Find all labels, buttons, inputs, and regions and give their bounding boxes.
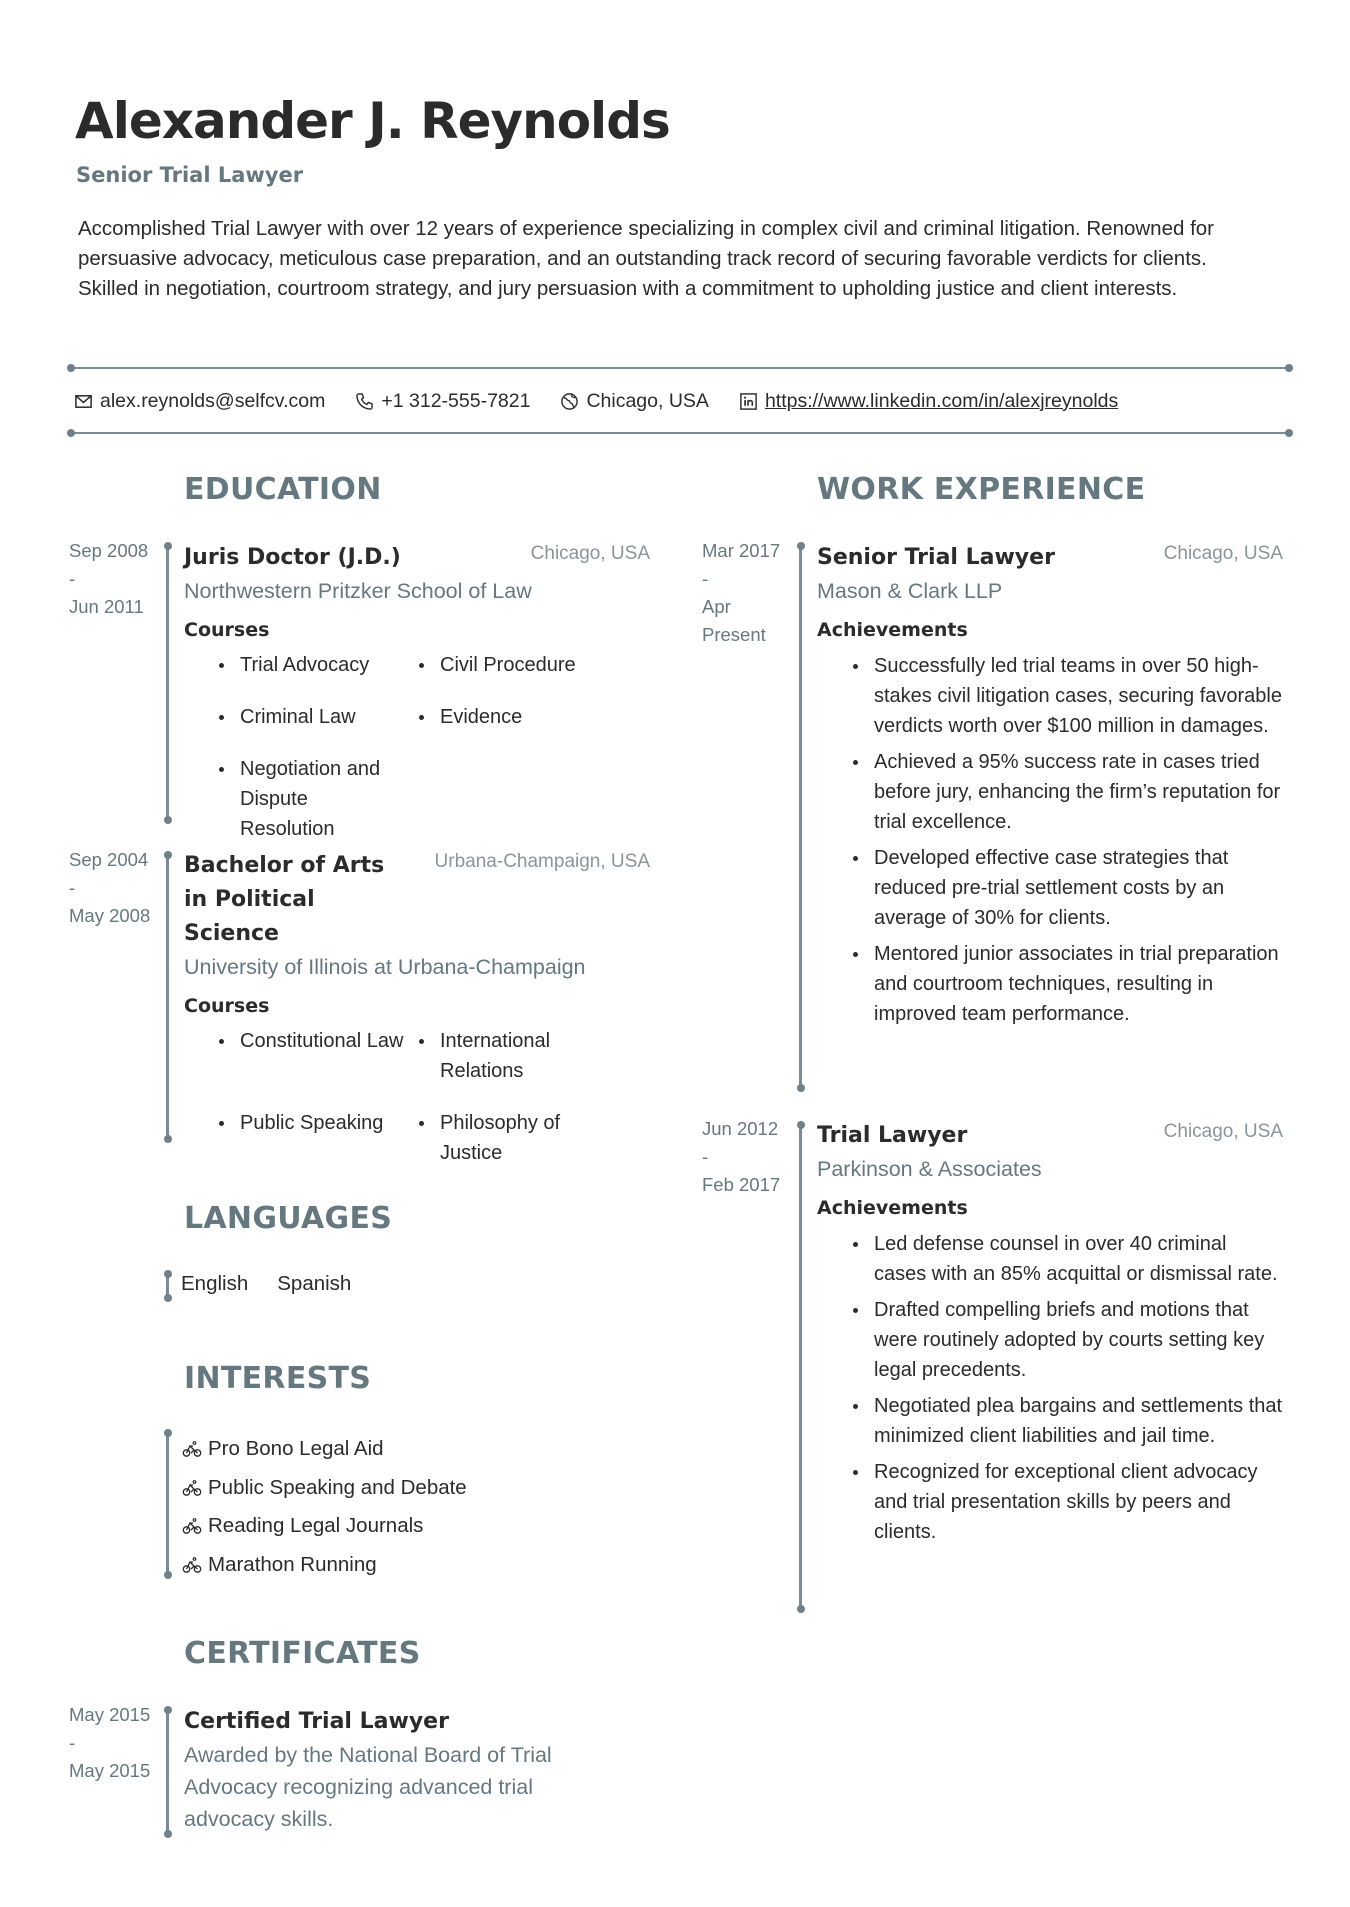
interests-list — [182, 1430, 467, 1584]
interests-heading: INTERESTS — [184, 1361, 372, 1396]
date-separator: - — [69, 568, 76, 589]
work-1-timeline — [799, 545, 802, 1089]
date-end: May 2015 — [69, 1760, 151, 1781]
work-1-date — [702, 537, 812, 649]
achievement-item: Achieved a 95% success rate in cases tried before jury, enhancing the firm’s reputation for trial excellence. — [817, 747, 1283, 837]
candidate-title: Senior Trial Lawyer — [76, 163, 304, 187]
course-item: Civil Procedure — [406, 650, 606, 680]
course-item: Evidence — [406, 702, 606, 732]
company-name: Mason & Clark LLP — [817, 579, 1003, 603]
date-separator: - — [702, 1146, 709, 1167]
interests-timeline — [166, 1432, 169, 1576]
date-end: Feb 2017 — [702, 1174, 781, 1195]
summary: Accomplished Trial Lawyer with over 12 years of experience specializing in complex civil and criminal litigation. Renowned for persuasive advocacy, meticulous case preparation, and an outstanding track record of securing favorable verdicts for clients. Skilled in negotiation, courtroom strategy, and jury persuasion with a commitment to upholding justice and client interests. — [78, 217, 1214, 300]
date-start: Sep 2008 — [69, 540, 149, 561]
education-1-date — [69, 537, 179, 621]
achievement-item: Led defense counsel in over 40 criminal cases with an 85% acquittal or dismissal rate. — [817, 1229, 1283, 1289]
date-end: Jun 2011 — [69, 596, 144, 617]
date-end: May 2008 — [69, 905, 151, 926]
achievements-label: Achievements — [817, 1197, 968, 1219]
contact-location-text: Chicago, USA — [586, 389, 709, 412]
certificate-1-timeline — [166, 1709, 169, 1835]
education-entry-1 — [184, 541, 650, 844]
courses-list — [184, 650, 650, 844]
interest-item — [182, 1430, 467, 1469]
certificates-heading: CERTIFICATES — [184, 1636, 421, 1671]
date-separator: - — [702, 568, 709, 589]
linkedin-icon — [739, 392, 758, 411]
course-item: Criminal Law — [184, 702, 406, 732]
achievement-item: Developed effective case strategies that reduced pre-trial settlement costs by an average of 30% for clients. — [817, 843, 1283, 933]
work-2-timeline — [799, 1124, 802, 1610]
education-entry-2 — [184, 849, 650, 1168]
job-location: Chicago, USA — [1163, 543, 1283, 564]
course-item: Trial Advocacy — [184, 650, 406, 680]
contact-phone-text: +1 312-555-7821 — [381, 389, 531, 412]
company-name: Parkinson & Associates — [817, 1157, 1042, 1181]
education-1-timeline — [166, 545, 169, 821]
job-title: Trial Lawyer — [817, 1123, 968, 1148]
languages-timeline — [166, 1273, 169, 1299]
achievements-label: Achievements — [817, 619, 968, 641]
certificate-title: Certified Trial Lawyer — [184, 1709, 449, 1734]
phone-icon — [355, 392, 374, 411]
globe-icon — [560, 392, 579, 411]
date-start: Sep 2004 — [69, 849, 149, 870]
divider-top — [70, 367, 1290, 369]
achievement-item: Drafted compelling briefs and motions that were routinely adopted by courts setting key legal precedents. — [817, 1295, 1283, 1385]
achievement-item: Mentored junior associates in trial preparation and courtroom techniques, resulting in improved team performance. — [817, 939, 1283, 1029]
languages-heading: LANGUAGES — [184, 1201, 393, 1236]
job-location: Chicago, USA — [1163, 1121, 1283, 1142]
school-name: Northwestern Pritzker School of Law — [184, 579, 532, 603]
degree-title: Bachelor of Arts in Political Science — [184, 853, 385, 946]
date-start: May 2015 — [69, 1704, 151, 1725]
course-item: Philosophy of Justice — [406, 1108, 606, 1168]
contact-email-text: alex.reynolds@selfcv.com — [100, 389, 326, 412]
course-item: Public Speaking — [184, 1108, 406, 1168]
work-heading: WORK EXPERIENCE — [817, 472, 1146, 507]
candidate-name: Alexander J. Reynolds — [75, 92, 670, 150]
bicycle-icon — [182, 1439, 202, 1459]
education-2-date — [69, 846, 179, 930]
courses-list — [184, 1026, 650, 1168]
date-separator: - — [69, 877, 76, 898]
date-end: Present — [702, 624, 766, 645]
job-title: Senior Trial Lawyer — [817, 545, 1055, 570]
work-2-date — [702, 1115, 812, 1199]
degree-title: Juris Doctor (J.D.) — [184, 545, 401, 570]
achievement-item: Recognized for exceptional client advocacy and trial presentation skills by peers and clients. — [817, 1457, 1283, 1547]
bicycle-icon — [182, 1478, 202, 1498]
contact-phone[interactable] — [355, 390, 530, 413]
interest-label: Pro Bono Legal Aid — [208, 1437, 384, 1461]
courses-label: Courses — [184, 619, 270, 641]
school-name: University of Illinois at Urbana-Champaign — [184, 955, 586, 979]
interest-label: Marathon Running — [208, 1552, 377, 1576]
interest-label: Public Speaking and Debate — [208, 1475, 467, 1499]
interest-item — [182, 1546, 467, 1585]
education-2-timeline — [166, 854, 169, 1140]
divider-bottom — [70, 432, 1290, 434]
education-heading: EDUCATION — [184, 472, 382, 507]
certificate-1-date — [69, 1701, 179, 1785]
certificate-entry-1 — [184, 1705, 650, 1835]
interest-item — [182, 1469, 467, 1508]
achievement-item: Successfully led trial teams in over 50 high-stakes civil litigation cases, securing favorable verdicts worth over $100 million in damages. — [817, 651, 1283, 741]
date-start: Mar 2017 — [702, 540, 781, 561]
achievement-item: Negotiated plea bargains and settlements that minimized client liabilities and jail time. — [817, 1391, 1283, 1451]
certificate-description: Awarded by the National Board of Trial Advocacy recognizing advanced trial advocacy skills. — [184, 1743, 552, 1831]
course-item: Negotiation and Dispute Resolution — [184, 754, 406, 844]
degree-location: Urbana-Champaign, USA — [434, 851, 650, 872]
contact-email[interactable] — [74, 390, 325, 413]
interest-label: Reading Legal Journals — [208, 1514, 424, 1538]
contact-bar — [74, 387, 1148, 415]
contact-linkedin[interactable] — [739, 390, 1118, 413]
date-start: Jun 2012 — [702, 1118, 779, 1139]
contact-location — [560, 390, 708, 413]
bicycle-icon — [182, 1555, 202, 1575]
bicycle-icon — [182, 1516, 202, 1536]
achievements-list — [817, 1229, 1283, 1547]
courses-label: Courses — [184, 995, 270, 1017]
date-end-month: Apr — [702, 596, 731, 617]
course-item: International Relations — [406, 1026, 606, 1086]
work-entry-2 — [817, 1119, 1283, 1553]
contact-linkedin-link[interactable]: https://www.linkedin.com/in/alexjreynolds — [764, 389, 1119, 412]
interest-item — [182, 1507, 467, 1546]
date-separator: - — [69, 1732, 76, 1753]
language-item: English — [181, 1272, 249, 1295]
envelope-icon — [74, 392, 93, 411]
languages-list — [181, 1272, 380, 1296]
achievements-list — [817, 651, 1283, 1029]
course-item: Constitutional Law — [184, 1026, 406, 1086]
language-item: Spanish — [277, 1272, 352, 1295]
degree-location: Chicago, USA — [530, 543, 650, 564]
work-entry-1 — [817, 541, 1283, 1035]
